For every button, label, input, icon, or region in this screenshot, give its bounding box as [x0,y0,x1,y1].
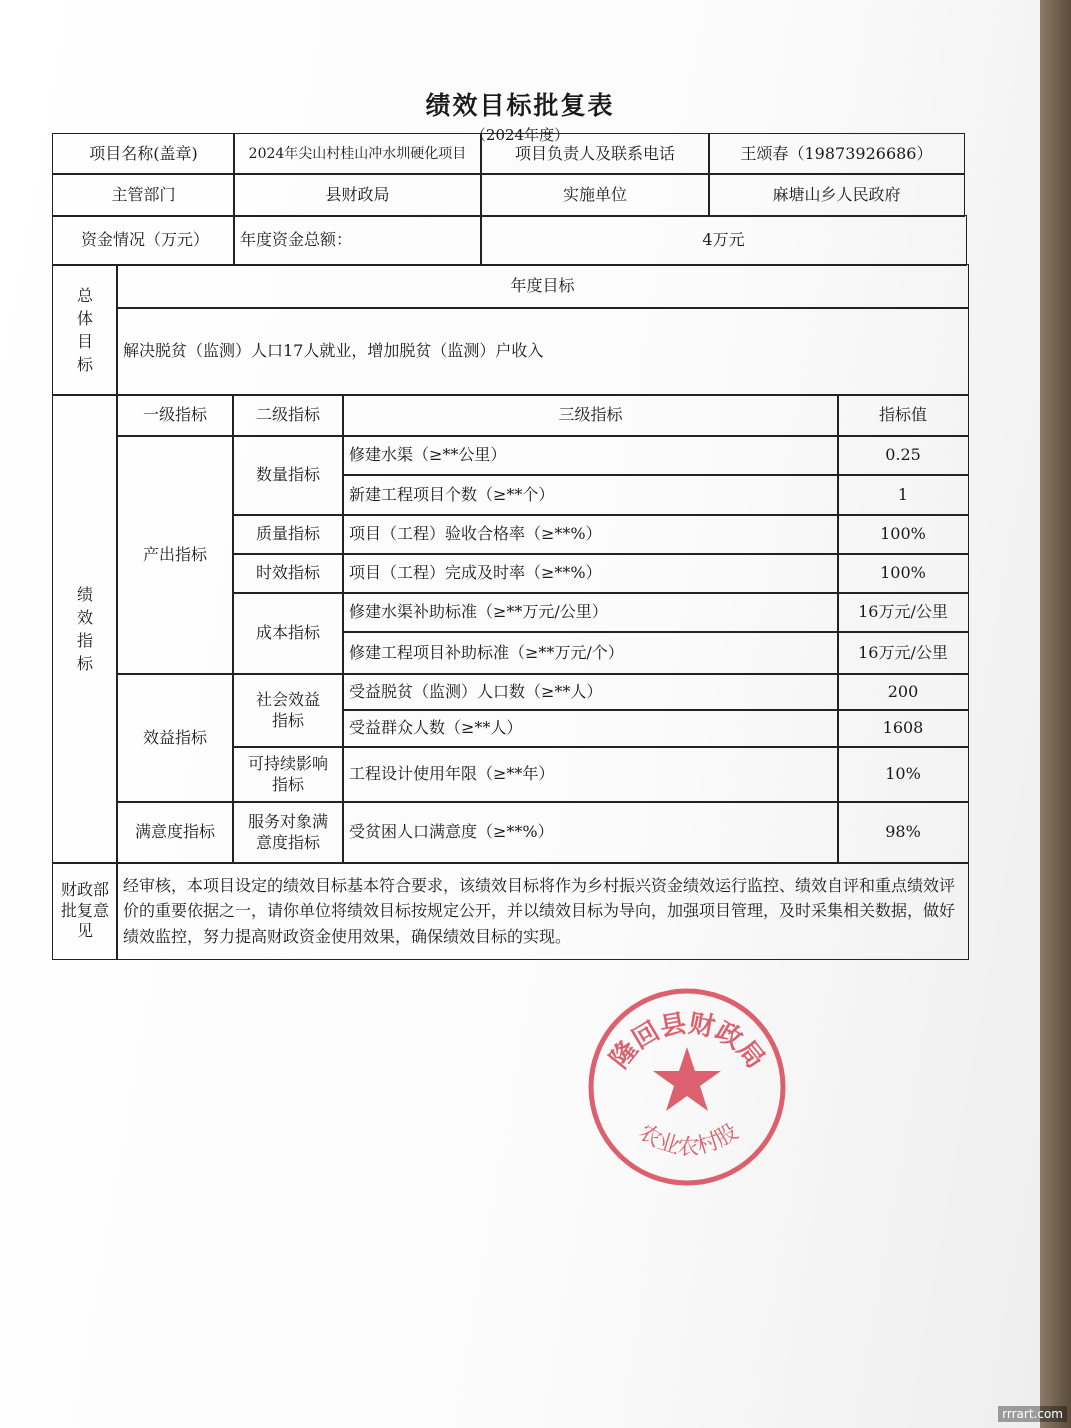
header-level3: 三级指标 [342,394,839,437]
dept-label: 主管部门 [52,173,235,217]
row-item: 工程设计使用年限（≥**年） [342,746,839,803]
indicators-label: 绩效指标 [76,584,93,674]
row-value: 10% [837,746,969,803]
fund-total-value: 4万元 [480,215,967,266]
row-item: 修建水渠（≥**公里） [342,435,839,476]
level2-quantity: 数量指标 [232,435,344,516]
header-level2: 二级指标 [232,394,344,437]
opinion-label: 财政部批复意见 [52,862,118,960]
desk-edge [1040,0,1071,1428]
official-seal [585,985,790,1190]
form-title: 绩效目标批复表 [425,91,615,120]
impl-value: 麻塘山乡人民政府 [708,173,965,217]
level2-cost: 成本指标 [232,592,344,675]
level1-output: 产出指标 [116,435,234,675]
row-value: 100% [837,514,969,555]
row-item: 修建水渠补助标准（≥**万元/公里） [342,592,839,633]
row-item: 受贫困人口满意度（≥**%） [342,801,839,864]
fund-total-label: 年度资金总额： [233,215,482,266]
contact-label: 项目负责人及联系电话 [480,133,710,175]
row-item: 受益脱贫（监测）人口数（≥**人） [342,673,839,711]
seal-top-text: 隆回县财政局 [604,1008,771,1075]
row-value: 1608 [837,709,969,748]
level2-sustainable: 可持续影响指标 [232,746,344,803]
project-name-label: 项目名称(盖章) [52,133,235,175]
level2-social-benefit: 社会效益指标 [232,673,344,748]
year-goal-label: 年度目标 [116,264,969,309]
header-level1: 一级指标 [116,394,234,437]
level1-satisfaction: 满意度指标 [116,801,234,864]
row-item: 受益群众人数（≥**人） [342,709,839,748]
row-value: 0.25 [837,435,969,476]
contact-value: 王颂春（19873926686） [708,133,965,175]
impl-label: 实施单位 [480,173,710,217]
row-value: 200 [837,673,969,711]
project-name-value: 2024年尖山村桂山冲水圳硬化项目 [233,133,482,175]
row-item: 新建工程项目个数（≥**个） [342,474,839,516]
level2-service-satisfaction: 服务对象满意度指标 [232,801,344,864]
seal-bottom-text: 农业农村股 [634,1119,743,1161]
row-value: 1 [837,474,969,516]
row-value: 16万元/公里 [837,592,969,633]
year-goal-text: 解决脱贫（监测）人口17人就业，增加脱贫（监测）户收入 [116,307,969,396]
level2-timeliness: 时效指标 [232,553,344,594]
overall-goal-label: 总体目标 [76,285,93,375]
opinion-text: 经审核，本项目设定的绩效目标基本符合要求，该绩效目标将作为乡村振兴资金绩效运行监控、绩效自评和重点绩效评价的重要依据之一，请你单位将绩效目标按规定公开，并以绩效目标为导向，加强项目管理，及时采集相关数据，做好绩效监控，努力提高财政资金使用效果，确保绩效目标的实现。 [116,862,969,960]
row-item: 修建工程项目补助标准（≥**万元/个） [342,631,839,675]
row-value: 100% [837,553,969,594]
watermark: rrrart.com [998,1406,1067,1422]
fund-label: 资金情况（万元） [52,215,235,266]
form-subtitle: （2024年度） [470,126,570,144]
row-item: 项目（工程）完成及时率（≥**%） [342,553,839,594]
star-icon [653,1047,721,1111]
level2-quality: 质量指标 [232,514,344,555]
dept-value: 县财政局 [233,173,482,217]
row-item: 项目（工程）验收合格率（≥**%） [342,514,839,555]
level1-benefit: 效益指标 [116,673,234,803]
header-value: 指标值 [837,394,969,437]
row-value: 16万元/公里 [837,631,969,675]
row-value: 98% [837,801,969,864]
